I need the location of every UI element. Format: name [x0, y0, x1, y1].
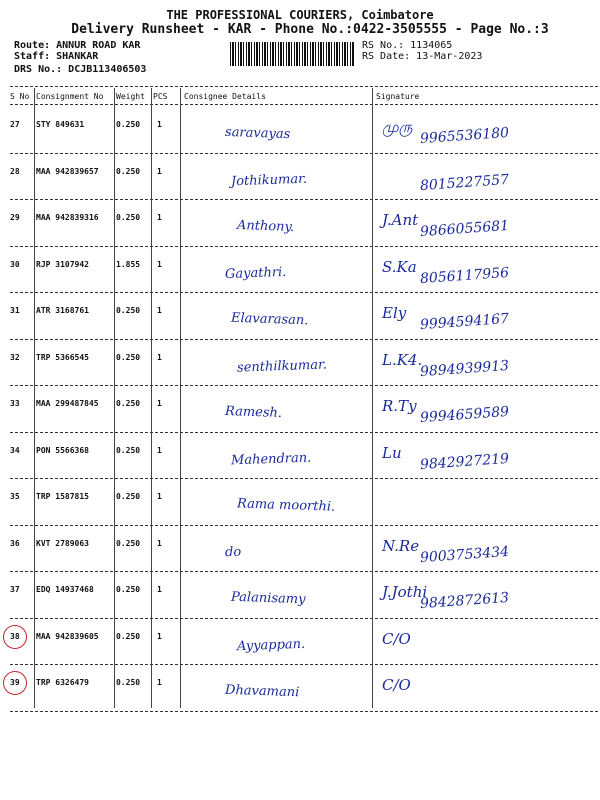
row-pcs: 1	[157, 166, 162, 176]
row-consignment: TRP 6326479	[36, 678, 89, 687]
row-consignment: RJP 3107942	[36, 259, 89, 269]
rs-date: RS Date: 13-Mar-2023	[362, 51, 483, 62]
row-pcs: 1	[157, 306, 162, 315]
row-consignee-name: saravayas	[224, 124, 291, 143]
row-consignee-name: do	[224, 544, 242, 560]
row-sno: 36	[10, 538, 20, 548]
row-consignment: MAA 942839316	[36, 213, 99, 222]
row-divider	[10, 571, 598, 572]
row-phone: 9994659589	[419, 403, 510, 427]
row-consignment: ATR 3168761	[36, 306, 89, 315]
col-divider	[34, 88, 35, 708]
row-consignment: TRP 5366545	[36, 352, 89, 362]
col-divider	[114, 88, 115, 708]
col-divider	[151, 88, 152, 708]
row-pcs: 1	[157, 585, 162, 594]
row-pcs: 1	[157, 259, 162, 269]
row-signature: N.Re	[382, 536, 420, 555]
row-signature: L.K4.	[382, 350, 423, 369]
row-weight: 0.250	[116, 213, 141, 222]
row-signature: Ely	[382, 304, 407, 322]
row-divider	[10, 153, 598, 154]
row-consignee-name: Gayathri.	[224, 264, 287, 282]
row-divider	[10, 618, 598, 619]
row-weight: 0.250	[116, 678, 141, 687]
row-signature: C/O	[382, 629, 411, 648]
company-title: THE PROFESSIONAL COURIERS, Coimbatore	[166, 8, 434, 22]
row-divider	[10, 385, 598, 386]
row-consignee-name: Ramesh.	[224, 404, 283, 421]
row-weight: 0.250	[116, 585, 141, 594]
row-consignment: MAA 942839657	[36, 166, 99, 176]
row-signature: J.Ant	[382, 211, 419, 229]
row-sno: 27	[10, 120, 20, 129]
runsheet-subtitle: Delivery Runsheet - KAR - Phone No.:0422-3505555 - Page No.:3	[71, 22, 549, 37]
barcode	[230, 42, 355, 66]
row-consignee-name: Rama moorthi.	[236, 496, 336, 515]
row-sno: 30	[10, 259, 20, 269]
drs-number: DRS No.: DCJB113406503	[14, 64, 147, 75]
row-phone: 9003753434	[419, 543, 510, 566]
row-sno: 28	[10, 166, 20, 176]
row-consignment: STY 849631	[36, 120, 85, 129]
row-pcs: 1	[157, 120, 162, 129]
row-weight: 0.250	[116, 166, 141, 176]
row-divider	[10, 339, 598, 340]
row-divider	[10, 292, 598, 293]
col-consignee: Consignee Details	[184, 92, 266, 101]
row-consignment: KVT 2789063	[36, 538, 89, 548]
row-phone: 8056117956	[419, 264, 510, 287]
col-consignment: Consignment No	[36, 92, 104, 101]
row-weight: 0.250	[116, 631, 141, 641]
row-signature: C/O	[382, 676, 411, 694]
row-pcs: 1	[157, 213, 162, 222]
col-weight: Weight	[116, 92, 145, 101]
row-consignee-name: senthilkumar.	[236, 356, 328, 376]
row-pcs: 1	[157, 352, 162, 362]
col-pcs: PCS	[153, 92, 168, 101]
row-consignee-name: Ayyappan.	[236, 636, 306, 654]
row-consignee-name: Elavarasan.	[230, 310, 309, 329]
row-phone: 9894939913	[419, 357, 510, 380]
red-circle-mark	[3, 625, 27, 649]
row-sno: 32	[10, 352, 20, 362]
row-consignment: EDQ 14937468	[36, 585, 94, 594]
col-signature: Signature	[376, 92, 420, 101]
rs-number: RS No.: 1134065	[362, 40, 453, 51]
row-sno: 35	[10, 492, 20, 501]
row-pcs: 1	[157, 445, 162, 455]
row-divider	[10, 711, 598, 712]
row-divider	[10, 478, 598, 479]
row-pcs: 1	[157, 678, 162, 687]
row-signature: S.Ka	[382, 257, 417, 276]
row-sno: 37	[10, 585, 20, 594]
row-phone: 9994594167	[419, 310, 510, 334]
row-phone: 9842872613	[419, 589, 510, 613]
row-signature: J.Jothi	[382, 583, 428, 601]
col-sno: S No	[10, 92, 30, 101]
row-consignee-name: Palanisamy	[230, 589, 306, 608]
row-divider	[10, 664, 598, 665]
row-sno: 39	[10, 678, 20, 687]
row-weight: 1.855	[116, 259, 141, 269]
row-weight: 0.250	[116, 399, 141, 408]
row-consignment: PON 5566368	[36, 445, 89, 455]
row-sno: 29	[10, 213, 20, 222]
row-signature: முரு	[382, 118, 413, 136]
row-sno: 31	[10, 306, 20, 315]
row-phone: 9866055681	[419, 217, 510, 241]
row-weight: 0.250	[116, 445, 141, 455]
row-weight: 0.250	[116, 306, 141, 315]
row-pcs: 1	[157, 538, 162, 548]
col-divider	[372, 88, 373, 708]
header-bottom-divider	[10, 104, 598, 105]
row-weight: 0.250	[116, 120, 141, 129]
row-sno: 33	[10, 399, 20, 408]
row-phone: 9965536180	[419, 124, 510, 148]
row-consignee-name: Jothikumar.	[230, 171, 308, 189]
staff-label: Staff: SHANKAR	[14, 51, 99, 62]
row-consignment: MAA 299487845	[36, 399, 99, 408]
row-consignee-name: Anthony.	[236, 218, 295, 235]
col-divider	[180, 88, 181, 708]
row-signature: R.Ty	[382, 397, 417, 415]
row-weight: 0.250	[116, 538, 141, 548]
header-divider	[10, 86, 598, 87]
row-consignment: TRP 1587815	[36, 492, 89, 501]
red-circle-mark	[3, 671, 27, 695]
row-consignee-name: Mahendran.	[230, 450, 312, 468]
row-sno: 38	[10, 631, 20, 641]
row-phone: 8015227557	[419, 171, 510, 194]
row-divider	[10, 246, 598, 247]
row-weight: 0.250	[116, 352, 141, 362]
row-pcs: 1	[157, 631, 162, 641]
route-label: Route: ANNUR ROAD KAR	[14, 40, 141, 51]
row-signature: Lu	[382, 443, 402, 462]
row-sno: 34	[10, 445, 20, 455]
row-pcs: 1	[157, 399, 162, 408]
row-consignee-name: Dhavamani	[224, 682, 300, 701]
row-divider	[10, 199, 598, 200]
row-pcs: 1	[157, 492, 162, 501]
row-weight: 0.250	[116, 492, 141, 501]
row-phone: 9842927219	[419, 450, 510, 473]
row-consignment: MAA 942839605	[36, 631, 99, 641]
row-divider	[10, 432, 598, 433]
row-divider	[10, 525, 598, 526]
